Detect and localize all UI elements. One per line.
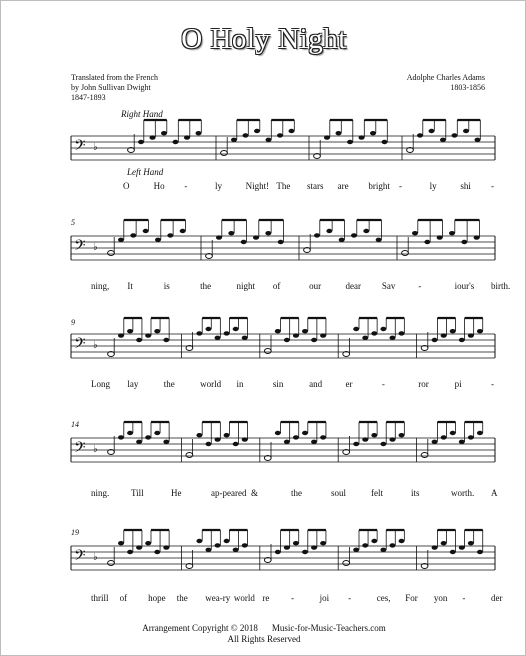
note-head	[118, 435, 124, 439]
lyric-syllable: soul	[331, 488, 347, 498]
note-head	[363, 229, 369, 233]
note-head	[154, 329, 160, 333]
note-head	[136, 338, 142, 342]
note-head	[284, 338, 290, 342]
note-head	[184, 135, 190, 139]
lyric-syllable: -	[491, 181, 494, 191]
note-head	[163, 338, 169, 342]
note-head	[450, 329, 456, 333]
note-head	[320, 435, 326, 439]
note-head	[371, 331, 377, 335]
note-head	[284, 440, 290, 444]
note-head	[326, 229, 332, 233]
lyric-syllable: birth.	[491, 281, 511, 291]
lyric-syllable: night	[236, 281, 255, 291]
note-head	[233, 548, 239, 552]
lyric-syllable: of	[272, 281, 281, 291]
lyric-syllable: felt	[371, 488, 383, 498]
measure-number: 19	[71, 528, 79, 537]
lyric-syllable: and	[309, 379, 323, 389]
note-head	[136, 545, 142, 549]
note-head	[441, 541, 447, 545]
note-head	[163, 440, 169, 444]
lyric-syllable: -	[291, 593, 294, 603]
lyric-syllable: dear	[345, 281, 362, 291]
lyric-syllable: worth.	[451, 488, 475, 498]
lyric-syllable: -	[399, 181, 402, 191]
note-head	[477, 431, 483, 435]
measure-number: 9	[71, 318, 75, 327]
note-head	[266, 138, 272, 142]
copyright-text: Arrangement Copyright © 2018	[142, 623, 258, 633]
note-head	[474, 235, 480, 239]
note-head	[264, 349, 271, 354]
composer-years: 1803-1856	[450, 83, 485, 92]
lyric-syllable: -	[381, 379, 385, 389]
note-head	[196, 539, 202, 543]
flat-icon: ♭	[93, 340, 98, 351]
note-head	[118, 541, 124, 545]
note-head	[224, 433, 230, 437]
lyric-syllable: He	[171, 488, 182, 498]
note-head	[362, 437, 368, 441]
note-head	[380, 327, 386, 331]
note-head	[380, 442, 386, 446]
lyric-syllable: Night!	[245, 181, 270, 191]
note-head	[389, 543, 395, 547]
translator-line-3: 1847-1893	[71, 93, 106, 102]
note-head	[118, 238, 124, 242]
note-head	[224, 331, 230, 335]
lyric-syllable: are	[337, 181, 349, 191]
lyric-syllable: er	[345, 379, 353, 389]
translator-line-2: by John Sullivan Dwight	[71, 83, 151, 92]
note-head	[468, 333, 474, 337]
note-head	[150, 135, 156, 139]
lyric-syllable: ap-peared	[211, 488, 247, 498]
note-head	[477, 329, 483, 333]
lyric-syllable: pi	[454, 379, 462, 389]
lyric-syllable: ly	[429, 181, 437, 191]
lyric-syllable: shi	[460, 181, 471, 191]
note-head	[370, 131, 376, 135]
note-head	[155, 238, 161, 242]
note-head	[196, 131, 202, 135]
note-head	[302, 431, 308, 435]
note-head	[145, 435, 151, 439]
note-head	[362, 543, 368, 547]
note-head	[450, 431, 456, 435]
note-head	[441, 435, 447, 439]
measure-number: 14	[71, 420, 79, 429]
note-head	[452, 133, 458, 137]
note-head	[136, 440, 142, 444]
lyric-syllable: &	[251, 488, 259, 498]
note-head	[293, 333, 299, 337]
note-head	[233, 327, 239, 331]
note-head	[253, 235, 259, 239]
note-head	[389, 437, 395, 441]
lyric-syllable: hope	[148, 593, 166, 603]
lyric-syllable: our	[309, 281, 322, 291]
note-head	[293, 541, 299, 545]
note-head	[429, 129, 435, 133]
lyric-syllable: lay	[127, 379, 139, 389]
note-head	[376, 238, 382, 242]
note-head	[138, 140, 144, 144]
note-head	[437, 235, 443, 239]
lyric-syllable: of	[119, 593, 128, 603]
lyric-syllable: joi	[319, 593, 330, 603]
music-notation	[1, 1, 526, 656]
lyric-syllable: -	[348, 593, 352, 603]
note-head	[371, 433, 377, 437]
bass-clef-icon: 𝄢	[74, 439, 86, 460]
note-head	[289, 129, 295, 133]
note-head	[399, 433, 405, 437]
note-head	[459, 338, 465, 342]
note-head	[293, 435, 299, 439]
note-head	[402, 251, 409, 256]
lyric-syllable: -	[491, 379, 494, 389]
note-head	[265, 231, 271, 235]
lyric-syllable: world	[200, 379, 222, 389]
note-head	[440, 138, 446, 142]
lyric-syllable: the	[176, 593, 188, 603]
lyric-syllable: -	[418, 281, 422, 291]
left-hand-label: Left Hand	[127, 167, 164, 177]
note-head	[154, 431, 160, 435]
note-head	[461, 240, 467, 244]
note-head	[154, 550, 160, 554]
site-name: Music-for-Music-Teachers.com	[271, 623, 386, 633]
note-head	[351, 233, 357, 237]
lyric-syllable: the	[291, 488, 302, 498]
note-head	[216, 235, 222, 239]
note-head	[399, 331, 405, 335]
note-head	[362, 336, 368, 340]
note-head	[224, 539, 230, 543]
note-head	[339, 238, 345, 242]
note-head	[215, 543, 221, 547]
lyric-syllable: re	[262, 593, 270, 603]
note-head	[311, 338, 317, 342]
note-head	[196, 433, 202, 437]
note-head	[205, 442, 211, 446]
lyric-syllable: Ho	[153, 181, 165, 191]
lyric-syllable: The	[276, 181, 291, 191]
copyright-footer	[1, 623, 526, 645]
lyric-syllable: the	[163, 379, 175, 389]
note-head	[275, 550, 281, 554]
note-head	[347, 140, 353, 144]
note-head	[475, 138, 481, 142]
note-head	[186, 453, 193, 458]
lyric-syllable: bright	[368, 181, 390, 191]
lyric-syllable: Till	[131, 488, 144, 498]
note-head	[127, 550, 133, 554]
lyric-syllable: ror	[418, 379, 429, 389]
note-head	[108, 561, 115, 566]
note-head	[127, 329, 133, 333]
lyric-syllable: Long	[91, 379, 110, 389]
note-head	[215, 437, 221, 441]
note-head	[320, 541, 326, 545]
note-head	[173, 140, 179, 144]
note-head	[228, 231, 234, 235]
note-head	[463, 129, 469, 133]
lyric-syllable: is	[163, 281, 170, 291]
lyric-syllable: iour's	[454, 281, 475, 291]
note-head	[320, 333, 326, 337]
note-head	[127, 431, 133, 435]
note-head	[302, 329, 308, 333]
note-head	[167, 233, 173, 237]
note-head	[468, 541, 474, 545]
note-head	[353, 327, 359, 331]
note-head	[143, 229, 149, 233]
note-head	[196, 331, 202, 335]
note-head	[242, 336, 248, 340]
note-head	[449, 231, 455, 235]
lyric-syllable: wea-ry	[205, 593, 231, 603]
note-head	[477, 550, 483, 554]
note-head	[205, 548, 211, 552]
flat-icon: ♭	[93, 242, 98, 253]
note-head	[389, 336, 395, 340]
note-head	[180, 229, 186, 233]
lyric-syllable: It	[127, 281, 133, 291]
page-title: O Holy Night	[181, 23, 347, 55]
note-head	[417, 133, 423, 137]
note-head	[242, 437, 248, 441]
lyric-syllable: O	[123, 181, 130, 191]
lyric-syllable: Sav	[381, 281, 396, 291]
note-head	[277, 133, 283, 137]
note-head	[459, 545, 465, 549]
note-head	[278, 240, 284, 244]
note-head	[380, 548, 386, 552]
lyric-syllable: stars	[307, 181, 324, 191]
note-head	[314, 233, 320, 237]
note-head	[432, 545, 438, 549]
note-head	[468, 435, 474, 439]
note-head	[221, 151, 228, 156]
note-head	[336, 131, 342, 135]
note-head	[242, 543, 248, 547]
lyric-syllable: yon	[433, 593, 448, 603]
note-head	[205, 327, 211, 331]
note-head	[161, 131, 167, 135]
note-head	[450, 550, 456, 554]
lyric-syllable: its	[411, 488, 420, 498]
flat-icon: ♭	[93, 552, 98, 563]
note-head	[353, 442, 359, 446]
lyric-syllable: sin	[272, 379, 284, 389]
note-head	[311, 545, 317, 549]
note-head	[343, 561, 350, 566]
note-head	[371, 539, 377, 543]
lyric-syllable: For	[405, 593, 418, 603]
note-head	[412, 231, 418, 235]
note-head	[231, 138, 237, 142]
lyric-syllable: thrill	[91, 593, 109, 603]
note-head	[432, 338, 438, 342]
note-head	[399, 539, 405, 543]
note-head	[359, 135, 365, 139]
lyric-syllable: -	[462, 593, 466, 603]
note-head	[215, 336, 221, 340]
note-head	[130, 233, 136, 237]
lyric-syllable: der	[491, 593, 503, 603]
note-head	[382, 140, 388, 144]
lyric-syllable: ning.	[91, 488, 110, 498]
note-head	[241, 240, 247, 244]
bass-clef-icon: 𝄢	[74, 237, 86, 258]
composer-name: Adolphe Charles Adams	[406, 73, 485, 82]
note-head	[233, 442, 239, 446]
note-head	[432, 440, 438, 444]
flat-icon: ♭	[93, 444, 98, 455]
lyric-syllable: A	[491, 488, 498, 498]
lyric-syllable: in	[236, 379, 244, 389]
right-hand-label: Right Hand	[121, 109, 163, 119]
lyric-syllable: -	[184, 181, 188, 191]
lyric-syllable: ces,	[376, 593, 391, 603]
lyric-syllable: the	[200, 281, 212, 291]
note-head	[302, 550, 308, 554]
note-head	[254, 129, 260, 133]
bass-clef-icon: 𝄢	[74, 137, 86, 158]
note-head	[275, 431, 281, 435]
bass-clef-icon: 𝄢	[74, 335, 86, 356]
note-head	[353, 548, 359, 552]
note-head	[108, 251, 115, 256]
lyric-syllable: world	[233, 593, 255, 603]
note-head	[145, 541, 151, 545]
note-head	[284, 545, 290, 549]
lyric-syllable: ly	[215, 181, 223, 191]
note-head	[324, 135, 330, 139]
flat-icon: ♭	[93, 142, 98, 153]
note-head	[421, 453, 428, 458]
rights-text: All Rights Reserved	[227, 634, 301, 644]
note-head	[459, 440, 465, 444]
bass-clef-icon: 𝄢	[74, 547, 86, 568]
measure-number: 5	[71, 218, 75, 227]
note-head	[145, 333, 151, 337]
note-head	[424, 240, 430, 244]
note-head	[118, 333, 124, 337]
translator-line-1: Translated from the French	[71, 73, 159, 82]
note-head	[275, 329, 281, 333]
lyric-syllable: ning,	[91, 281, 110, 291]
note-head	[163, 545, 169, 549]
note-head	[311, 440, 317, 444]
note-head	[243, 133, 249, 137]
note-head	[441, 333, 447, 337]
